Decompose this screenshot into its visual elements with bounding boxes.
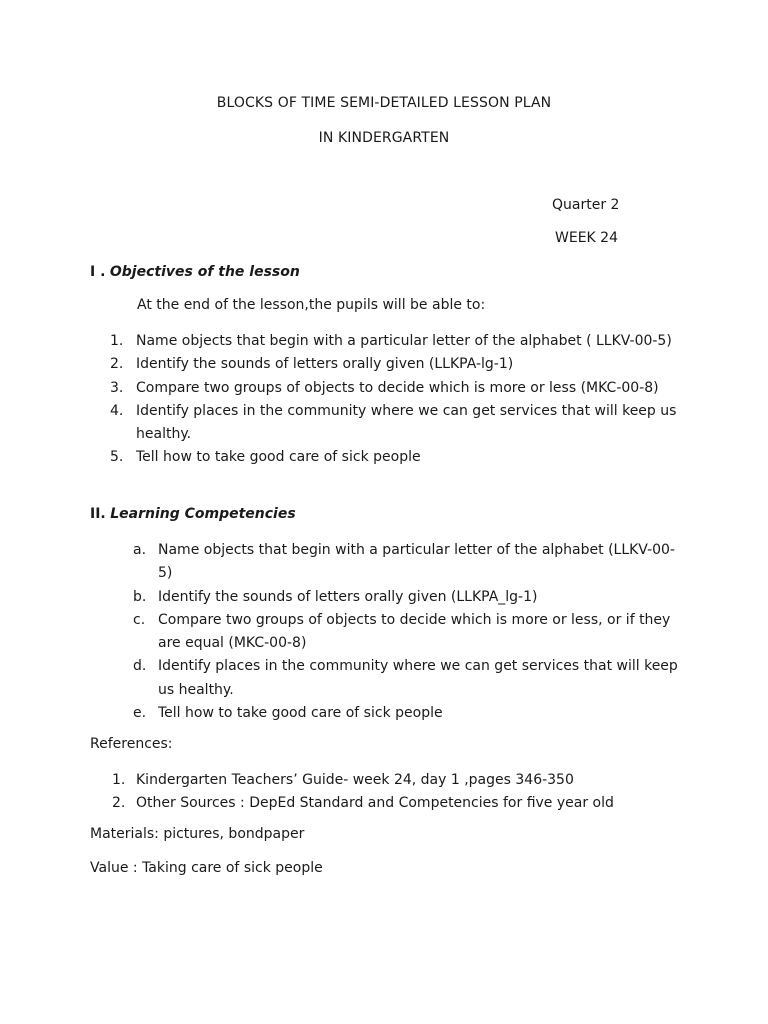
list-marker: 2. bbox=[110, 356, 124, 373]
list-item bbox=[112, 792, 672, 815]
list-item-text: Identify places in the community where we can get services that will keep us healthy. bbox=[136, 402, 677, 443]
list-item bbox=[110, 377, 680, 400]
list-item-text: Identify the sounds of letters orally given (LLKPA_lg-1) bbox=[158, 588, 538, 605]
objectives-intro: At the end of the lesson,the pupils will be able to: bbox=[137, 297, 486, 313]
list-item bbox=[133, 586, 683, 609]
section-objectives-label: Objectives of the lesson bbox=[109, 264, 300, 280]
list-marker: 4. bbox=[110, 402, 124, 419]
list-item bbox=[112, 769, 672, 792]
section-competencies-label: Learning Competencies bbox=[110, 506, 296, 522]
list-item-text: Compare two groups of objects to decide which is more or less, or if they are equal (MKC-00-8) bbox=[158, 611, 671, 652]
list-item bbox=[133, 609, 683, 656]
quarter-label: Quarter 2 bbox=[552, 197, 620, 213]
list-marker: d. bbox=[133, 658, 147, 675]
list-item bbox=[110, 400, 680, 447]
list-marker: 5. bbox=[110, 449, 124, 466]
list-item bbox=[110, 353, 680, 376]
list-item-text: Tell how to take good care of sick people bbox=[158, 705, 443, 722]
week-label: WEEK 24 bbox=[555, 230, 618, 246]
references-label: References: bbox=[90, 736, 173, 752]
list-item-text: Name objects that begin with a particular letter of the alphabet (LLKV-00-5) bbox=[158, 542, 675, 582]
list-marker: 1. bbox=[112, 772, 126, 788]
list-marker: e. bbox=[133, 705, 147, 722]
list-item-text: Compare two groups of objects to decide which is more or less (MKC-00-8) bbox=[136, 379, 659, 396]
list-item bbox=[133, 655, 683, 702]
list-item bbox=[133, 539, 683, 586]
list-item-text: Kindergarten Teachers’ Guide- week 24, day 1 ,pages 346-350 bbox=[136, 772, 574, 788]
list-marker: 1. bbox=[110, 333, 124, 349]
competencies-list bbox=[133, 539, 683, 725]
section-competencies-number: II. bbox=[90, 506, 106, 522]
section-competencies-heading bbox=[90, 506, 296, 522]
list-item-text: Other Sources : DepEd Standard and Competencies for five year old bbox=[136, 795, 614, 812]
value-line: Value : Taking care of sick people bbox=[90, 860, 323, 876]
document-subtitle: IN KINDERGARTEN bbox=[318, 130, 450, 146]
list-item-text: Identify the sounds of letters orally given (LLKPA-lg-1) bbox=[136, 356, 514, 373]
objectives-list bbox=[110, 330, 680, 470]
list-marker: b. bbox=[133, 588, 147, 605]
list-marker: 2. bbox=[112, 795, 126, 812]
list-item-text: Identify places in the community where we can get services that will keep us healthy. bbox=[158, 658, 678, 698]
list-marker: c. bbox=[133, 611, 146, 628]
list-item-text: Tell how to take good care of sick people bbox=[136, 449, 421, 466]
list-item bbox=[110, 446, 680, 469]
list-item-text: Name objects that begin with a particular letter of the alphabet ( LLKV-00-5) bbox=[136, 333, 672, 349]
section-objectives-number: I . bbox=[90, 264, 106, 280]
list-marker: 3. bbox=[110, 379, 124, 396]
document-title: BLOCKS OF TIME SEMI-DETAILED LESSON PLAN bbox=[216, 95, 552, 111]
list-item bbox=[133, 702, 683, 725]
references-list bbox=[112, 769, 672, 816]
section-objectives-heading bbox=[90, 264, 300, 280]
list-item bbox=[110, 330, 680, 353]
materials-line: Materials: pictures, bondpaper bbox=[90, 826, 305, 842]
list-marker: a. bbox=[133, 542, 147, 558]
